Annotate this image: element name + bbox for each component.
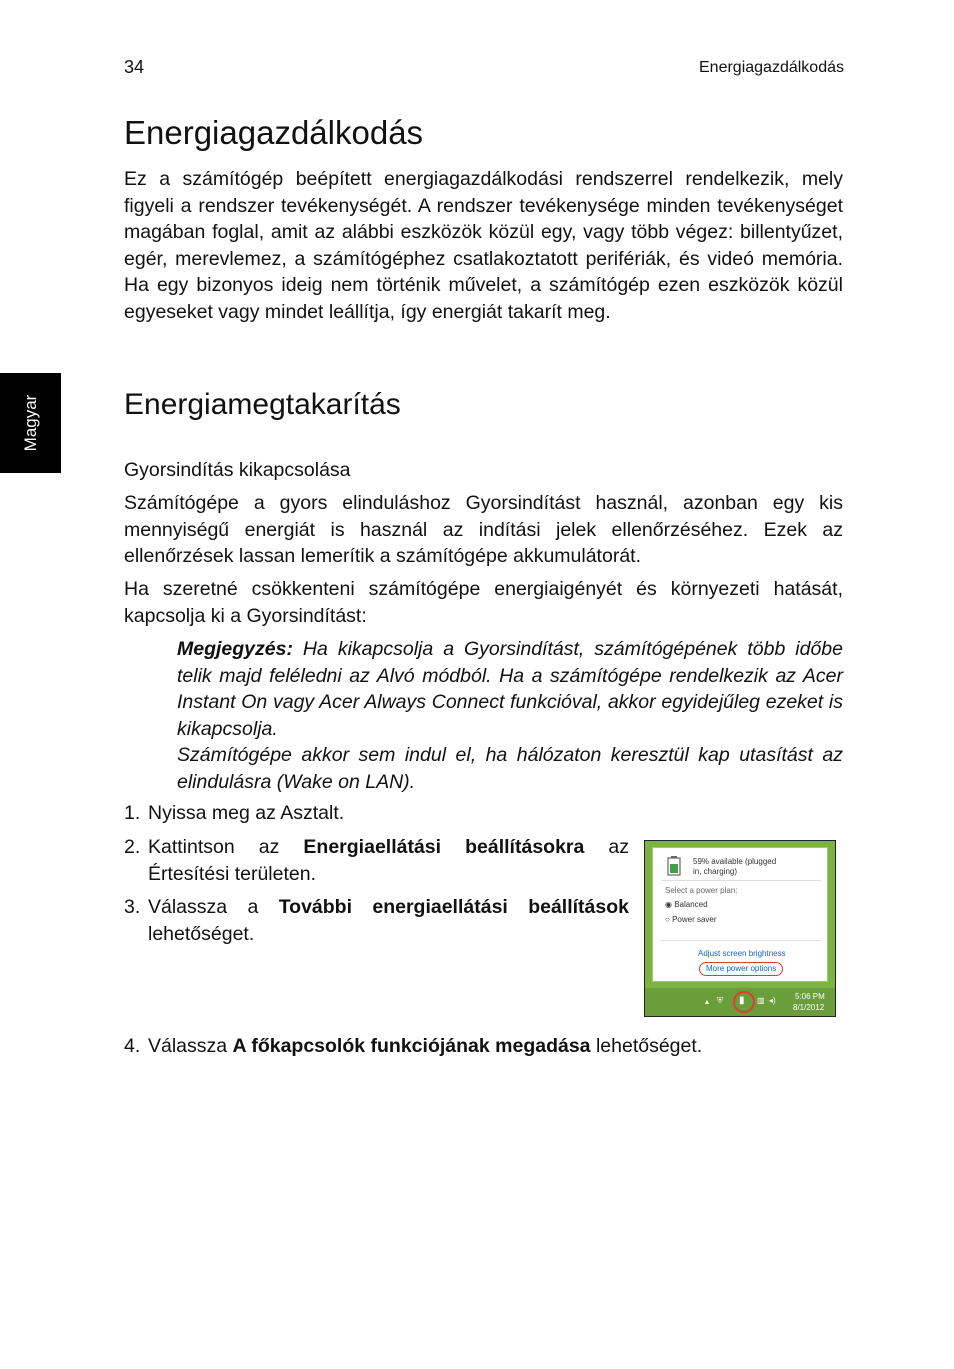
step-number: 3.	[124, 896, 141, 918]
side-tab-label: Magyar	[20, 394, 40, 452]
divider	[661, 940, 821, 941]
power-tray-icon[interactable]	[733, 991, 755, 1013]
step-1	[124, 800, 844, 827]
shield-icon[interactable]: ⛨	[717, 996, 723, 1005]
step-text: Válassza a	[148, 896, 279, 918]
show-hidden-icons-arrow[interactable]: ▴	[705, 997, 710, 1006]
adjust-brightness-link[interactable]: Adjust screen brightness	[698, 949, 786, 958]
running-header: Energiagazdálkodás	[699, 59, 844, 76]
note-text: Ha kikapcsolja a Gyorsindítást, számítógépének több időbe telik majd feléledni az Alvó módból. Ha a számítógépe rendelkezik az Acer Instant On vagy Acer Always Connect funkcióval, akkor egyidejűleg ezeket is kikapcsolja.	[177, 638, 843, 740]
battery-icon	[667, 856, 681, 876]
step-text: Válassza	[148, 1035, 233, 1057]
step-text: Nyissa meg az Asztalt.	[148, 802, 345, 824]
step-text: Kattintson az	[148, 836, 304, 858]
plan-balanced-radio[interactable]	[665, 900, 708, 910]
step-2	[124, 834, 629, 888]
power-flyout-panel	[652, 847, 828, 982]
fast-startup-paragraph: Számítógépe a gyors elinduláshoz Gyorsindítást használ, azonban egy kis mennyiségű energiát is használ az indítási jelek ellenőrzéséhez. Ezek az ellenőrzések lassan lemerítik a számítógépe akkumulátorát.	[124, 492, 843, 567]
language-side-tab	[0, 373, 61, 473]
step-bold-text: A főkapcsolók funkciójának megadása	[232, 1035, 591, 1057]
subsection-title-fast-startup: Gyorsindítás kikapcsolása	[124, 459, 351, 481]
select-plan-label: Select a power plan:	[665, 886, 738, 895]
section-title-energy-saving: Energiamegtakarítás	[124, 388, 401, 421]
volume-icon[interactable]: ◂)	[769, 996, 776, 1005]
step-text: lehetőséget.	[590, 1035, 703, 1057]
radio-unselected-icon: ○	[665, 915, 670, 924]
reduce-energy-paragraph: Ha szeretné csökkenteni számítógépe energiaigényét és környezeti hatását, kapcsolja ki a Gyorsindítást:	[124, 578, 843, 627]
radio-selected-icon: ◉	[665, 900, 672, 909]
divider	[661, 880, 821, 881]
page-number: 34	[124, 57, 145, 77]
plan-saver-label: Power saver	[672, 915, 717, 924]
network-icon[interactable]: ▥	[757, 996, 765, 1005]
power-flyout-screenshot	[644, 840, 836, 1017]
step-4	[124, 1033, 844, 1060]
note-block	[177, 636, 843, 742]
step-bold-text: További energiaellátási beállítások	[278, 896, 629, 918]
clock-time[interactable]: 5:06 PM	[795, 992, 825, 1001]
taskbar	[645, 988, 835, 1016]
battery-status-text: 59% available (plugged in, charging)	[693, 857, 777, 876]
intro-paragraph: Ez a számítógép beépített energiagazdálkodási rendszerrel rendelkezik, mely figyeli a rendszer tevékenységét. A rendszer tevékenysége minden tevékenységet magában foglal, amit az alábbi eszközök közül egy, vagy több végez: billentyűzet, egér, merevlemez, a számítógéphez csatlakoztatott perifériák, és videó memória. Ha egy bizonyos ideig nem történik művelet, a számítógép ezen eszközök közül egyeseket vagy mindet leállítja, így energiát takarít meg.	[124, 168, 843, 323]
clock-date[interactable]: 8/1/2012	[793, 1003, 825, 1012]
plug-battery-icon: ▮	[739, 995, 745, 1006]
step-bold-text: Energiaellátási beállításokra	[303, 836, 585, 858]
step-3	[124, 894, 629, 948]
step-number: 2.	[124, 836, 141, 858]
step-number: 4.	[124, 1035, 141, 1057]
plan-saver-radio[interactable]	[665, 915, 717, 925]
step-text: lehetőséget.	[148, 922, 255, 945]
step-number: 1.	[124, 802, 141, 824]
note-wake-on-lan: Számítógépe akkor sem indul el, ha hálózaton keresztül kap utasítást az elindulásra (Wake on LAN).	[177, 744, 843, 793]
more-power-options-link[interactable]: More power options	[699, 962, 783, 976]
plan-balanced-label: Balanced	[674, 900, 708, 909]
step-text: az Értesítési területen.	[148, 836, 630, 885]
section-title-energy-management: Energiagazdálkodás	[124, 114, 424, 151]
note-label: Megjegyzés:	[177, 638, 293, 660]
